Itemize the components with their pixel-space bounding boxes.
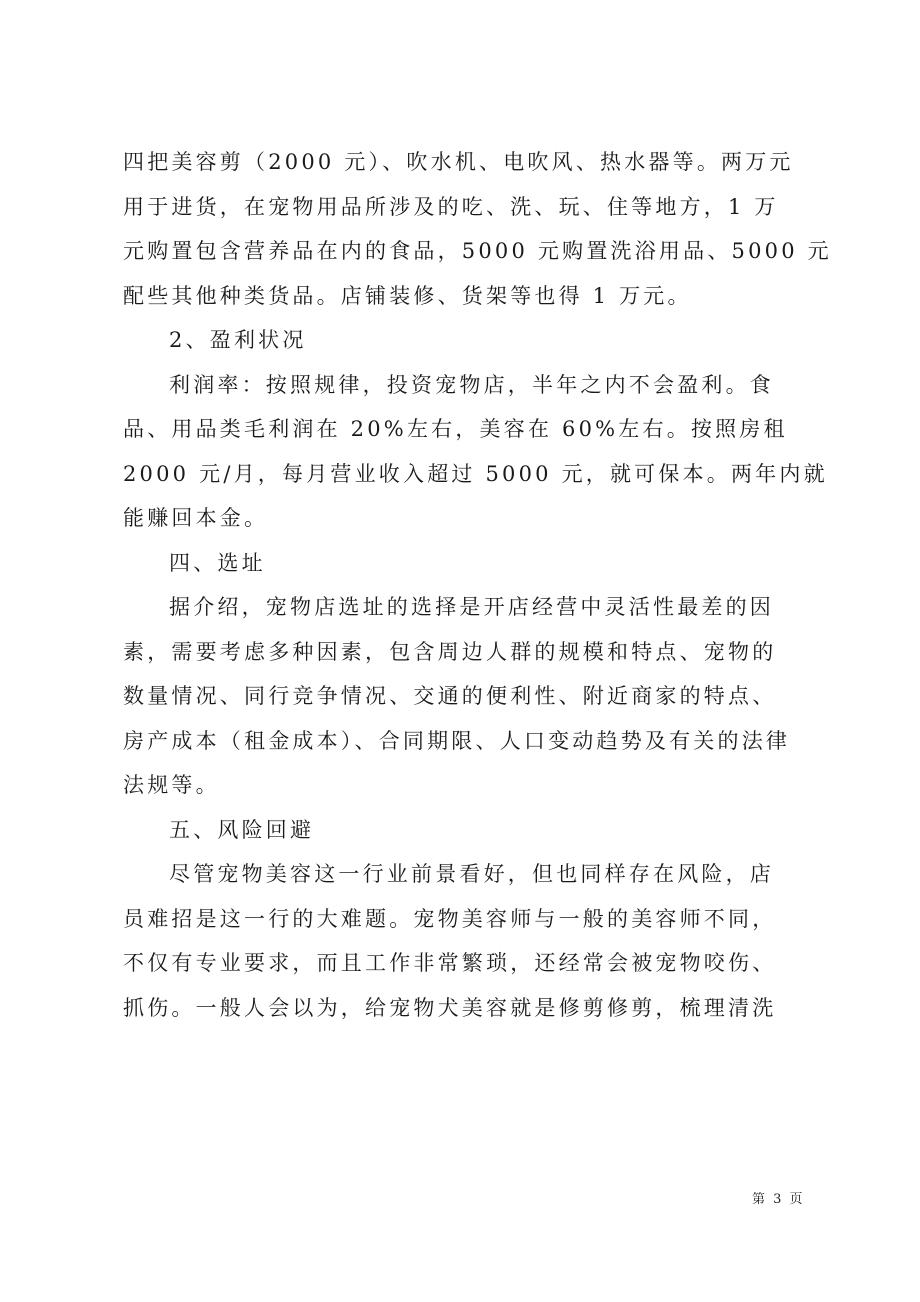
text-line: 用于进货，在宠物用品所涉及的吃、洗、玩、住等地方，1 万 [123,194,779,219]
section-heading-risk: 五、风险回避 [169,817,315,842]
text-line: 员难招是这一行的大难题。宠物美容师与一般的美容师不同， [123,906,777,931]
page-number: 第 3 页 [752,1192,805,1207]
document-body [123,140,832,1030]
text-line: 素，需要考虑多种因素，包含周边人群的规模和特点、宠物的 [123,639,777,664]
text-line: 能赚回本金。 [123,506,269,530]
text-line: 配些其他种类货品。店铺装修、货架等也得 1 万元。 [123,283,692,308]
text-line: 尽管宠物美容这一行业前景看好，但也同样存在风险，店 [169,862,774,886]
text-line: 数量情况、同行竞争情况、交通的便利性、附近商家的特点、 [123,684,777,708]
section-heading-location: 四、选址 [169,550,266,575]
text-line: 据介绍，宠物店选址的选择是开店经营中灵活性最差的因 [169,595,774,619]
text-line: 品、用品类毛利润在 20%左右，美容在 60%左右。按照房租 [123,417,788,441]
section-heading-profit: 2、盈利状况 [169,328,307,352]
text-line: 法规等。 [123,773,220,797]
text-line: 抓伤。一般人会以为，给宠物犬美容就是修剪修剪，梳理清洗 [123,995,777,1020]
text-line: 不仅有专业要求，而且工作非常繁琐，还经常会被宠物咬伤、 [123,951,777,975]
text-line: 2000 元/月，每月营业收入超过 5000 元，就可保本。两年内就 [123,461,828,486]
text-line: 房产成本（租金成本）、合同期限、人口变动趋势及有关的法律 [123,728,791,753]
text-line: 利润率：按照规律，投资宠物店，半年之内不会盈利。食 [169,372,774,397]
text-line: 元购置包含营养品在内的食品，5000 元购置洗浴用品、5000 元 [123,239,832,263]
text-line: 四把美容剪（2000 元）、吹水机、电吹风、热水器等。两万元 [123,150,794,174]
